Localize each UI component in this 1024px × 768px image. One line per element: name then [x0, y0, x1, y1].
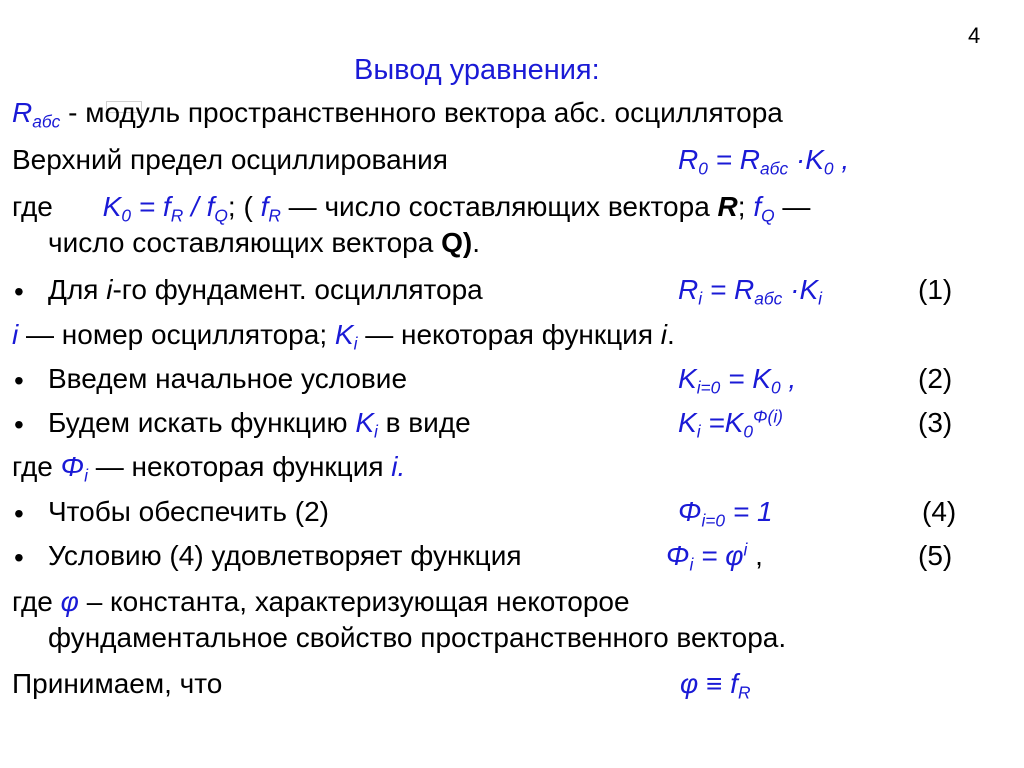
line-fundamental-oscillator: Для i-го фундамент. осциллятора: [48, 274, 483, 305]
line-initial-condition: Введем начальное условие: [48, 363, 408, 394]
page-number: 4: [968, 23, 981, 48]
bullet: •: [14, 498, 24, 529]
line-where-k0: где $K_0 = f_R / f_Q$; ( $f_R$ — число составляющих вектора R; $f_Q$ —: [12, 191, 811, 226]
bullet: •: [14, 276, 24, 307]
line-assume: Принимаем, что: [12, 668, 223, 699]
formula-r0: $R_0 = R_{абс} \cdot K_0$ ,: [678, 144, 850, 179]
line-ensure-condition: Чтобы обеспечить (2): [48, 496, 329, 527]
line-phi-definition: где $\Phi_i$ — некоторая функция i.: [12, 451, 406, 486]
bullet: •: [14, 409, 24, 440]
equation-number-3: (3): [918, 407, 953, 438]
line-search-function: Будем искать функцию $K_i$ в виде: [48, 407, 471, 442]
bullet: •: [14, 365, 24, 396]
line-definition-rabs: $R_{абс}$ - модуль пространственного вектора абс. осциллятора: [12, 97, 783, 132]
bullet: •: [14, 542, 24, 573]
formula-phi-power: $\Phi_i = \varphi^i$ ,: [666, 539, 763, 575]
line-index-definition: i — номер осциллятора; $K_i$ — некоторая функция i.: [12, 319, 675, 354]
equation-number-5: (5): [918, 540, 953, 571]
equation-number-4: (4): [922, 496, 957, 527]
formula-phi0: $\Phi_{i=0} = 1$: [678, 496, 773, 531]
slide-title: Вывод уравнения:: [354, 54, 600, 86]
formula-ri: $R_i = R_{абс} \cdot K_i$: [678, 274, 822, 309]
line-upper-limit: Верхний предел осциллирования: [12, 144, 448, 175]
line-fundamental-property: фундаментальное свойство пространственного вектора.: [48, 622, 787, 653]
formula-phi-fr: $\varphi \equiv f_R$: [680, 668, 751, 703]
symbol-r-abs: $R_{абс}$: [12, 97, 61, 132]
line-phi-constant: где φ – константа, характеризующая некоторое: [12, 586, 630, 617]
line-satisfying-function: Условию (4) удовлетворяет функция: [48, 540, 522, 571]
line-q-vector: число составляющих вектора Q).: [48, 227, 480, 258]
formula-ki0: $K_{i=0} = K_0$ ,: [678, 363, 797, 398]
equation-number-2: (2): [918, 363, 953, 394]
equation-number-1: (1): [918, 274, 953, 305]
formula-ki-power: $K_i =K_0^{\Phi(i)}$: [678, 406, 783, 442]
